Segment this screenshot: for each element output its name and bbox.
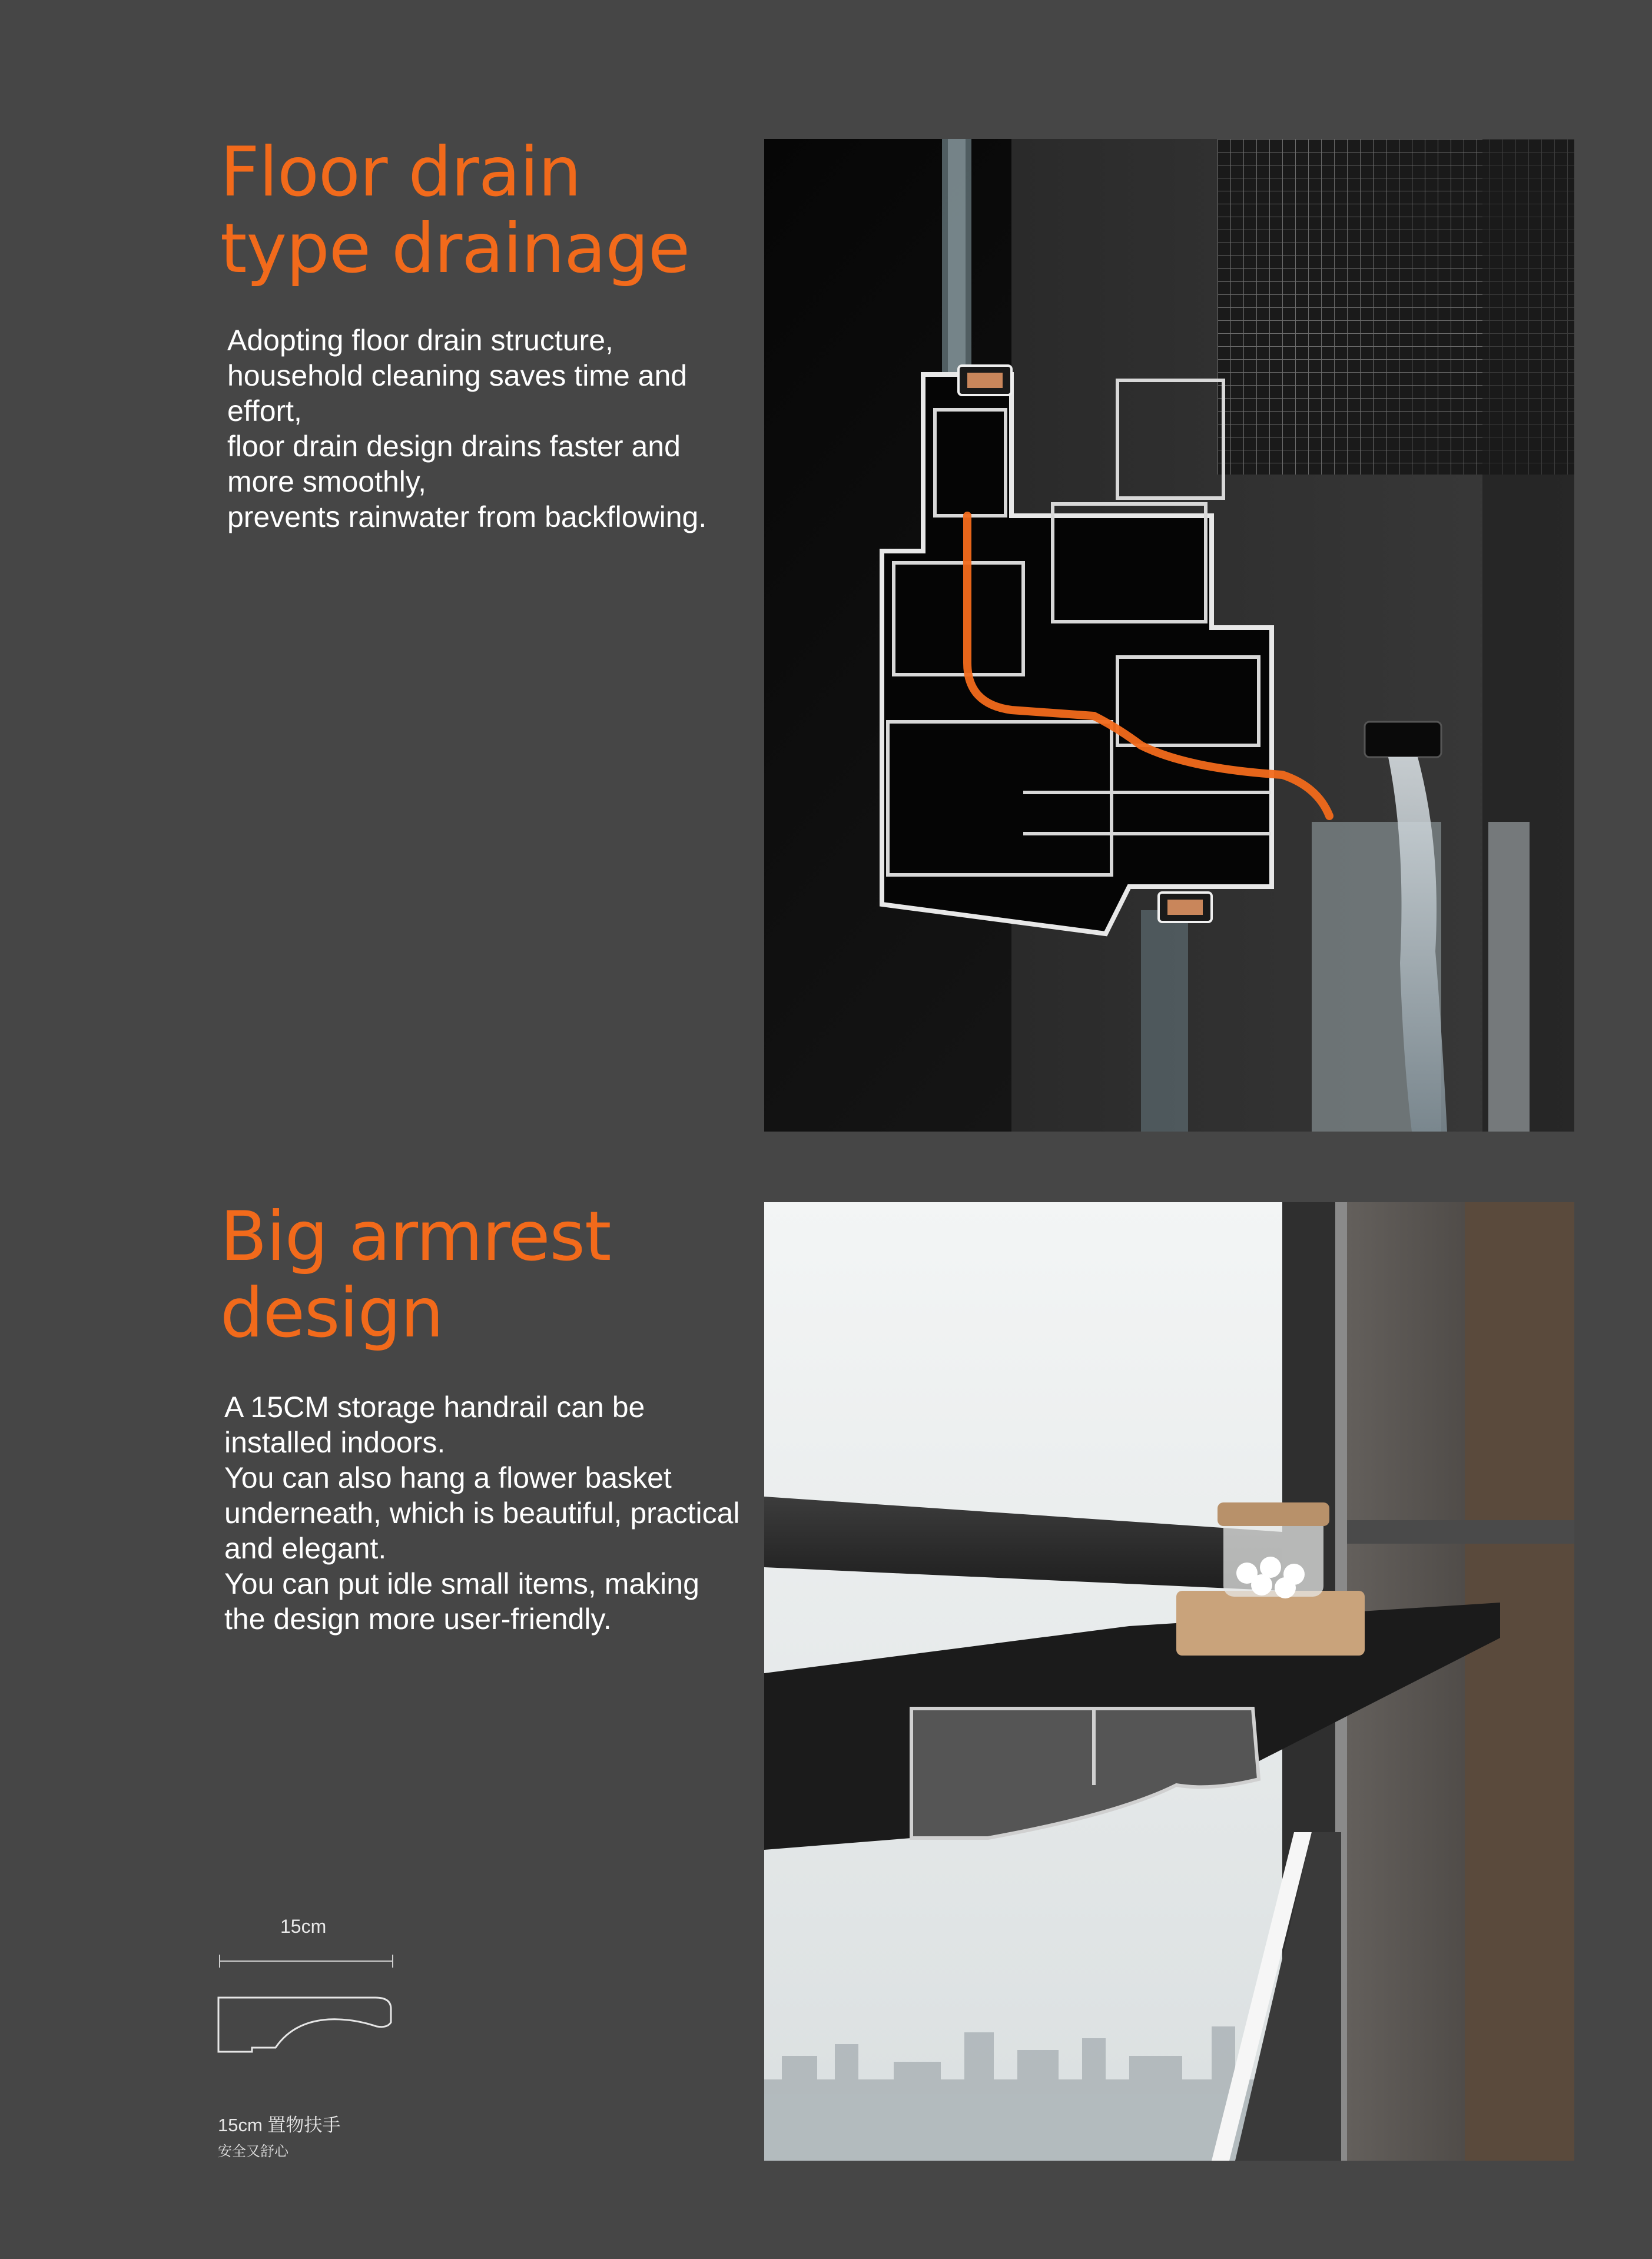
section-title-floor-drain: Floor drain type drainage — [220, 132, 690, 288]
spec-subcaption: 安全又舒心 — [218, 2144, 288, 2160]
dimension-line — [218, 1953, 394, 1969]
armrest-window-photo — [764, 1202, 1574, 2161]
section-description-floor-drain: Adopting floor drain structure, household cleaning saves time and effort, floor drain design drains faster and more smoothly, prevents rainwater from backflowing. — [227, 324, 707, 533]
drainage-cross-section-image — [764, 139, 1574, 1132]
spec-caption: 15cm 置物扶手 — [218, 2115, 341, 2135]
section-description-armrest: A 15CM storage handrail can be installed indoors. You can also hang a flower basket underneath, which is beautiful, practical and elegant. You can put idle small items, making the design more user-friendly. — [224, 1391, 740, 1636]
dimension-label: 15cm — [280, 1916, 327, 1937]
armrest-profile-outline — [217, 1996, 393, 2055]
section-title-armrest: Big armrest design — [220, 1197, 611, 1353]
